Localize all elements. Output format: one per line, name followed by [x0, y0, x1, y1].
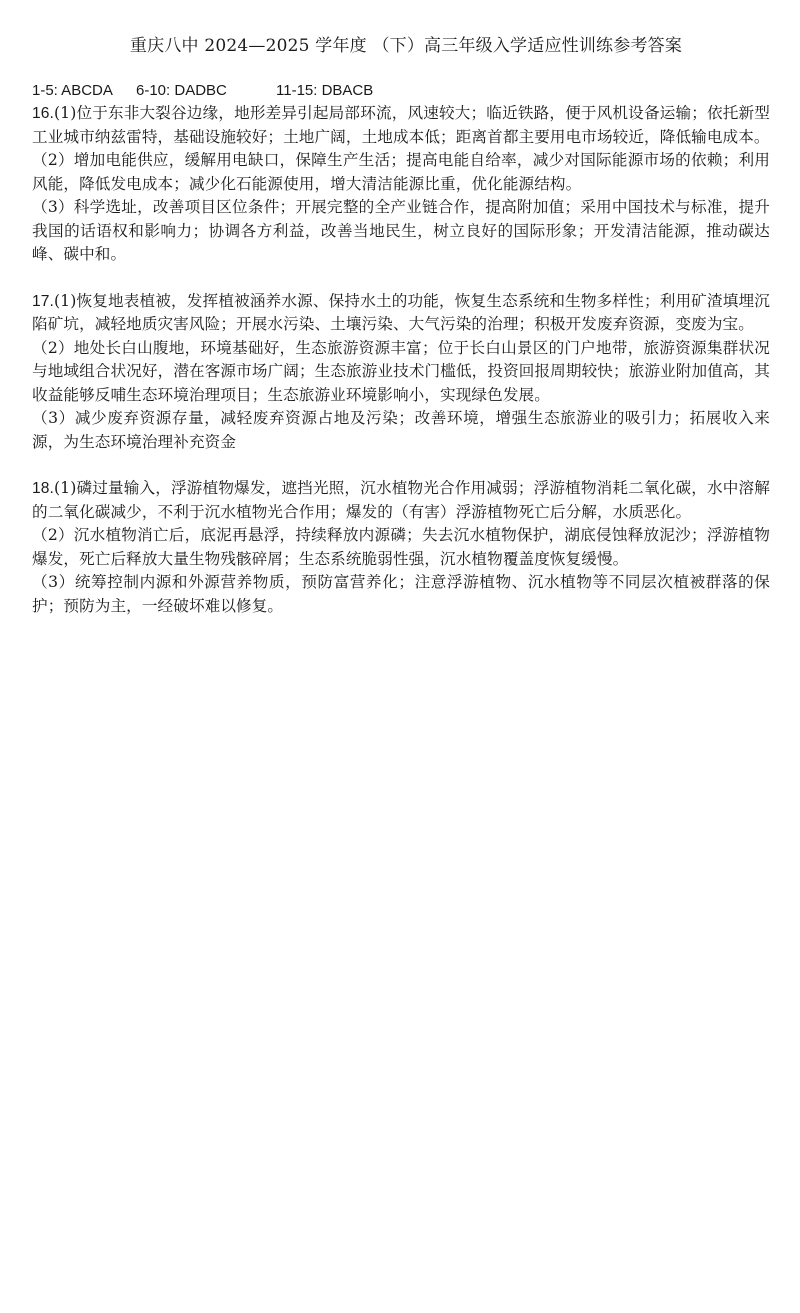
- question-17: [32, 290, 770, 455]
- q18-part-1: [32, 477, 770, 524]
- document-title: 重庆八中 2024—2025 学年度 （下）高三年级入学适应性训练参考答案: [129, 36, 683, 56]
- q18-part-2: （2）沉水植物消亡后，底泥再悬浮，持续释放内源磷；失去沉水植物保护，湖底侵蚀释放泥沙；浮游植物爆发，死亡后释放大量生物残骸碎屑；生态系统脆弱性强，沉水植物覆盖度恢复缓慢。: [32, 526, 770, 568]
- q18-number: 18.: [32, 480, 54, 497]
- q18-part-3: （3）统筹控制内源和外源营养物质，预防富营养化；注意浮游植物、沉水植物等不同层次植被群落的保护；预防为主，一经破坏难以修复。: [32, 573, 770, 615]
- q16-part-3: （3）科学选址，改善项目区位条件；开展完整的全产业链合作，提高附加值；采用中国技术与标准，提升我国的话语权和影响力；协调各方利益，改善当地民生，树立良好的国际形象；开发清洁能源，推动碳达峰、碳中和。: [32, 198, 770, 263]
- answers-1-5: 1-5: ABCDA: [32, 82, 113, 99]
- q17-part-1: [32, 290, 770, 337]
- multiple-choice-answers: [32, 80, 770, 102]
- answers-6-10: 6-10: DADBC: [136, 82, 227, 99]
- q18-part-1-text: (1)磷过量输入，浮游植物爆发，遮挡光照，沉水植物光合作用减弱；浮游植物消耗二氧化碳，水中溶解的二氧化碳减少，不利于沉水植物光合作用；爆发的（有害）浮游植物死亡后分解，水质恶化。: [32, 479, 770, 521]
- q16-part-1: [32, 102, 770, 149]
- q16-number: 16.: [32, 105, 54, 122]
- q17-part-2: （2）地处长白山腹地，环境基础好，生态旅游资源丰富；位于长白山景区的门户地带，旅游资源集群状况与地域组合状况好，潜在客源市场广阔；生态旅游业技术门槛低，投资回报周期较快；旅游业附加值高，其收益能够反哺生态环境治理项目；生态旅游业环境影响小，实现绿色发展。: [32, 338, 770, 404]
- q16-part-2: （2）增加电能供应，缓解用电缺口，保障生产生活；提高电能自给率，减少对国际能源市场的依赖；利用风能，降低发电成本；减少化石能源使用，增大清洁能源比重，优化能源结构。: [32, 151, 770, 193]
- q17-number: 17.: [32, 292, 54, 310]
- question-16: [32, 102, 770, 267]
- answers-11-15: 11-15: DBACB: [276, 82, 374, 99]
- q16-part-1-text: (1)位于东非大裂谷边缘，地形差异引起局部环流，风速较大；临近铁路，便于风机设备运输；依托新型工业城市纳兹雷特，基础设施较好；土地广阔，土地成本低；距离首都主要用电市场较近，降低输电成本。: [32, 104, 770, 146]
- question-18: [32, 477, 770, 618]
- q17-part-1-text: (1)恢复地表植被，发挥植被涵养水源、保持水土的功能，恢复生态系统和生物多样性；利用矿渣填埋沉陷矿坑，减轻地质灾害风险；开展水污染、土壤污染、大气污染的治理；积极开发废弃资源，变废为宝。: [32, 291, 770, 333]
- q17-part-3: （3）减少废弃资源存量，减轻废弃资源占地及污染；改善环境，增强生态旅游业的吸引力；拓展收入来源，为生态环境治理补充资金: [32, 409, 770, 451]
